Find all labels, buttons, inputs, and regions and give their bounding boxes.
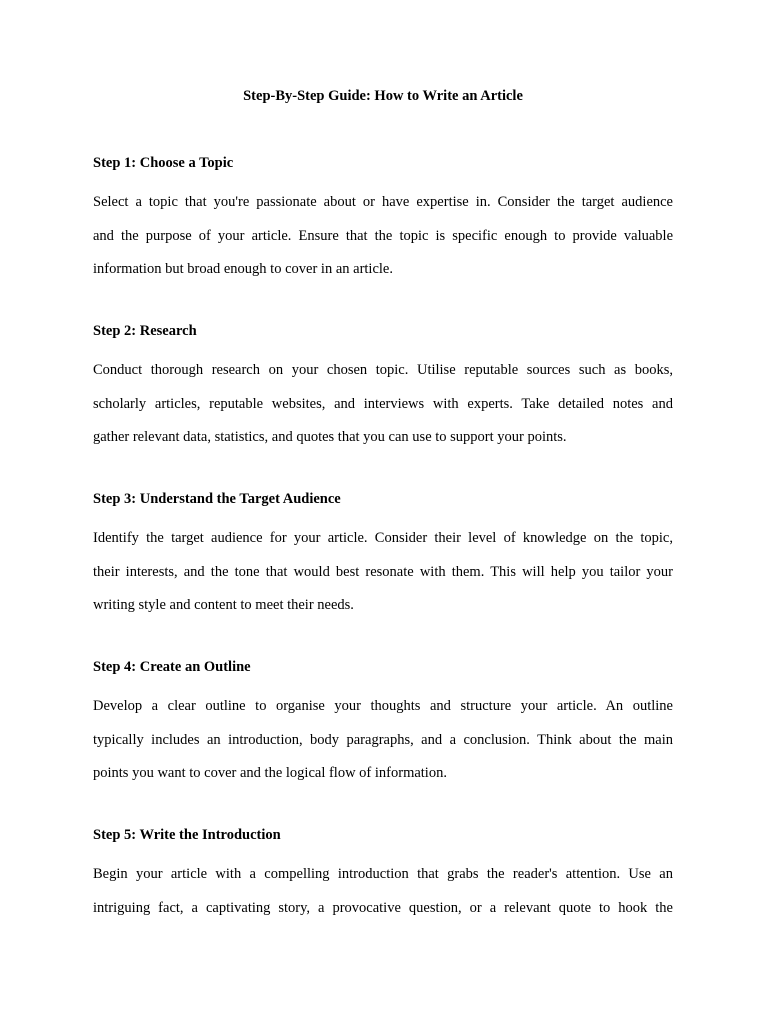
paragraph-line: Select a topic that you're passionate about or have expertise in. Consider the target audience xyxy=(93,194,673,210)
paragraph-line: and the purpose of your article. Ensure that the topic is specific enough to provide valuable xyxy=(93,227,673,244)
section-heading: Step 4: Create an Outline xyxy=(93,659,251,675)
paragraph-line: Conduct thorough research on your chosen topic. Utilise reputable sources such as books, xyxy=(93,362,673,378)
paragraph-line: points you want to cover and the logical flow of information. xyxy=(93,765,447,782)
section-paragraph xyxy=(93,522,673,623)
section-heading: Step 5: Write the Introduction xyxy=(93,827,281,843)
section-step-5 xyxy=(93,826,673,925)
paragraph-line: writing style and content to meet their needs. xyxy=(93,597,354,614)
paragraph-line: Develop a clear outline to organise your thoughts and structure your article. An outline xyxy=(93,698,673,714)
section-step-2 xyxy=(93,322,673,455)
section-paragraph xyxy=(93,858,673,925)
section-step-4 xyxy=(93,658,673,791)
paragraph-line: information but broad enough to cover in an article. xyxy=(93,261,393,278)
paragraph-line: typically includes an introduction, body paragraphs, and a conclusion. Think about the main xyxy=(93,731,673,748)
section-heading: Step 3: Understand the Target Audience xyxy=(93,491,341,507)
section-heading: Step 2: Research xyxy=(93,323,197,339)
document-title: Step-By-Step Guide: How to Write an Article xyxy=(243,88,523,104)
section-heading: Step 1: Choose a Topic xyxy=(93,155,234,171)
section-paragraph xyxy=(93,186,673,287)
paragraph-line: scholarly articles, reputable websites, and interviews with experts. Take detailed notes and xyxy=(93,395,673,412)
paragraph-line: gather relevant data, statistics, and quotes that you can use to support your points. xyxy=(93,429,567,446)
section-step-1 xyxy=(93,154,673,287)
paragraph-line: intriguing fact, a captivating story, a provocative question, or a relevant quote to hook the xyxy=(93,899,673,916)
section-paragraph xyxy=(93,354,673,455)
paragraph-line: Begin your article with a compelling introduction that grabs the reader's attention. Use an xyxy=(93,866,673,882)
section-paragraph xyxy=(93,690,673,791)
paragraph-line: Identify the target audience for your article. Consider their level of knowledge on the topic, xyxy=(93,530,673,546)
section-step-3 xyxy=(93,490,673,623)
paragraph-line: their interests, and the tone that would best resonate with them. This will help you tailor your xyxy=(93,563,673,580)
